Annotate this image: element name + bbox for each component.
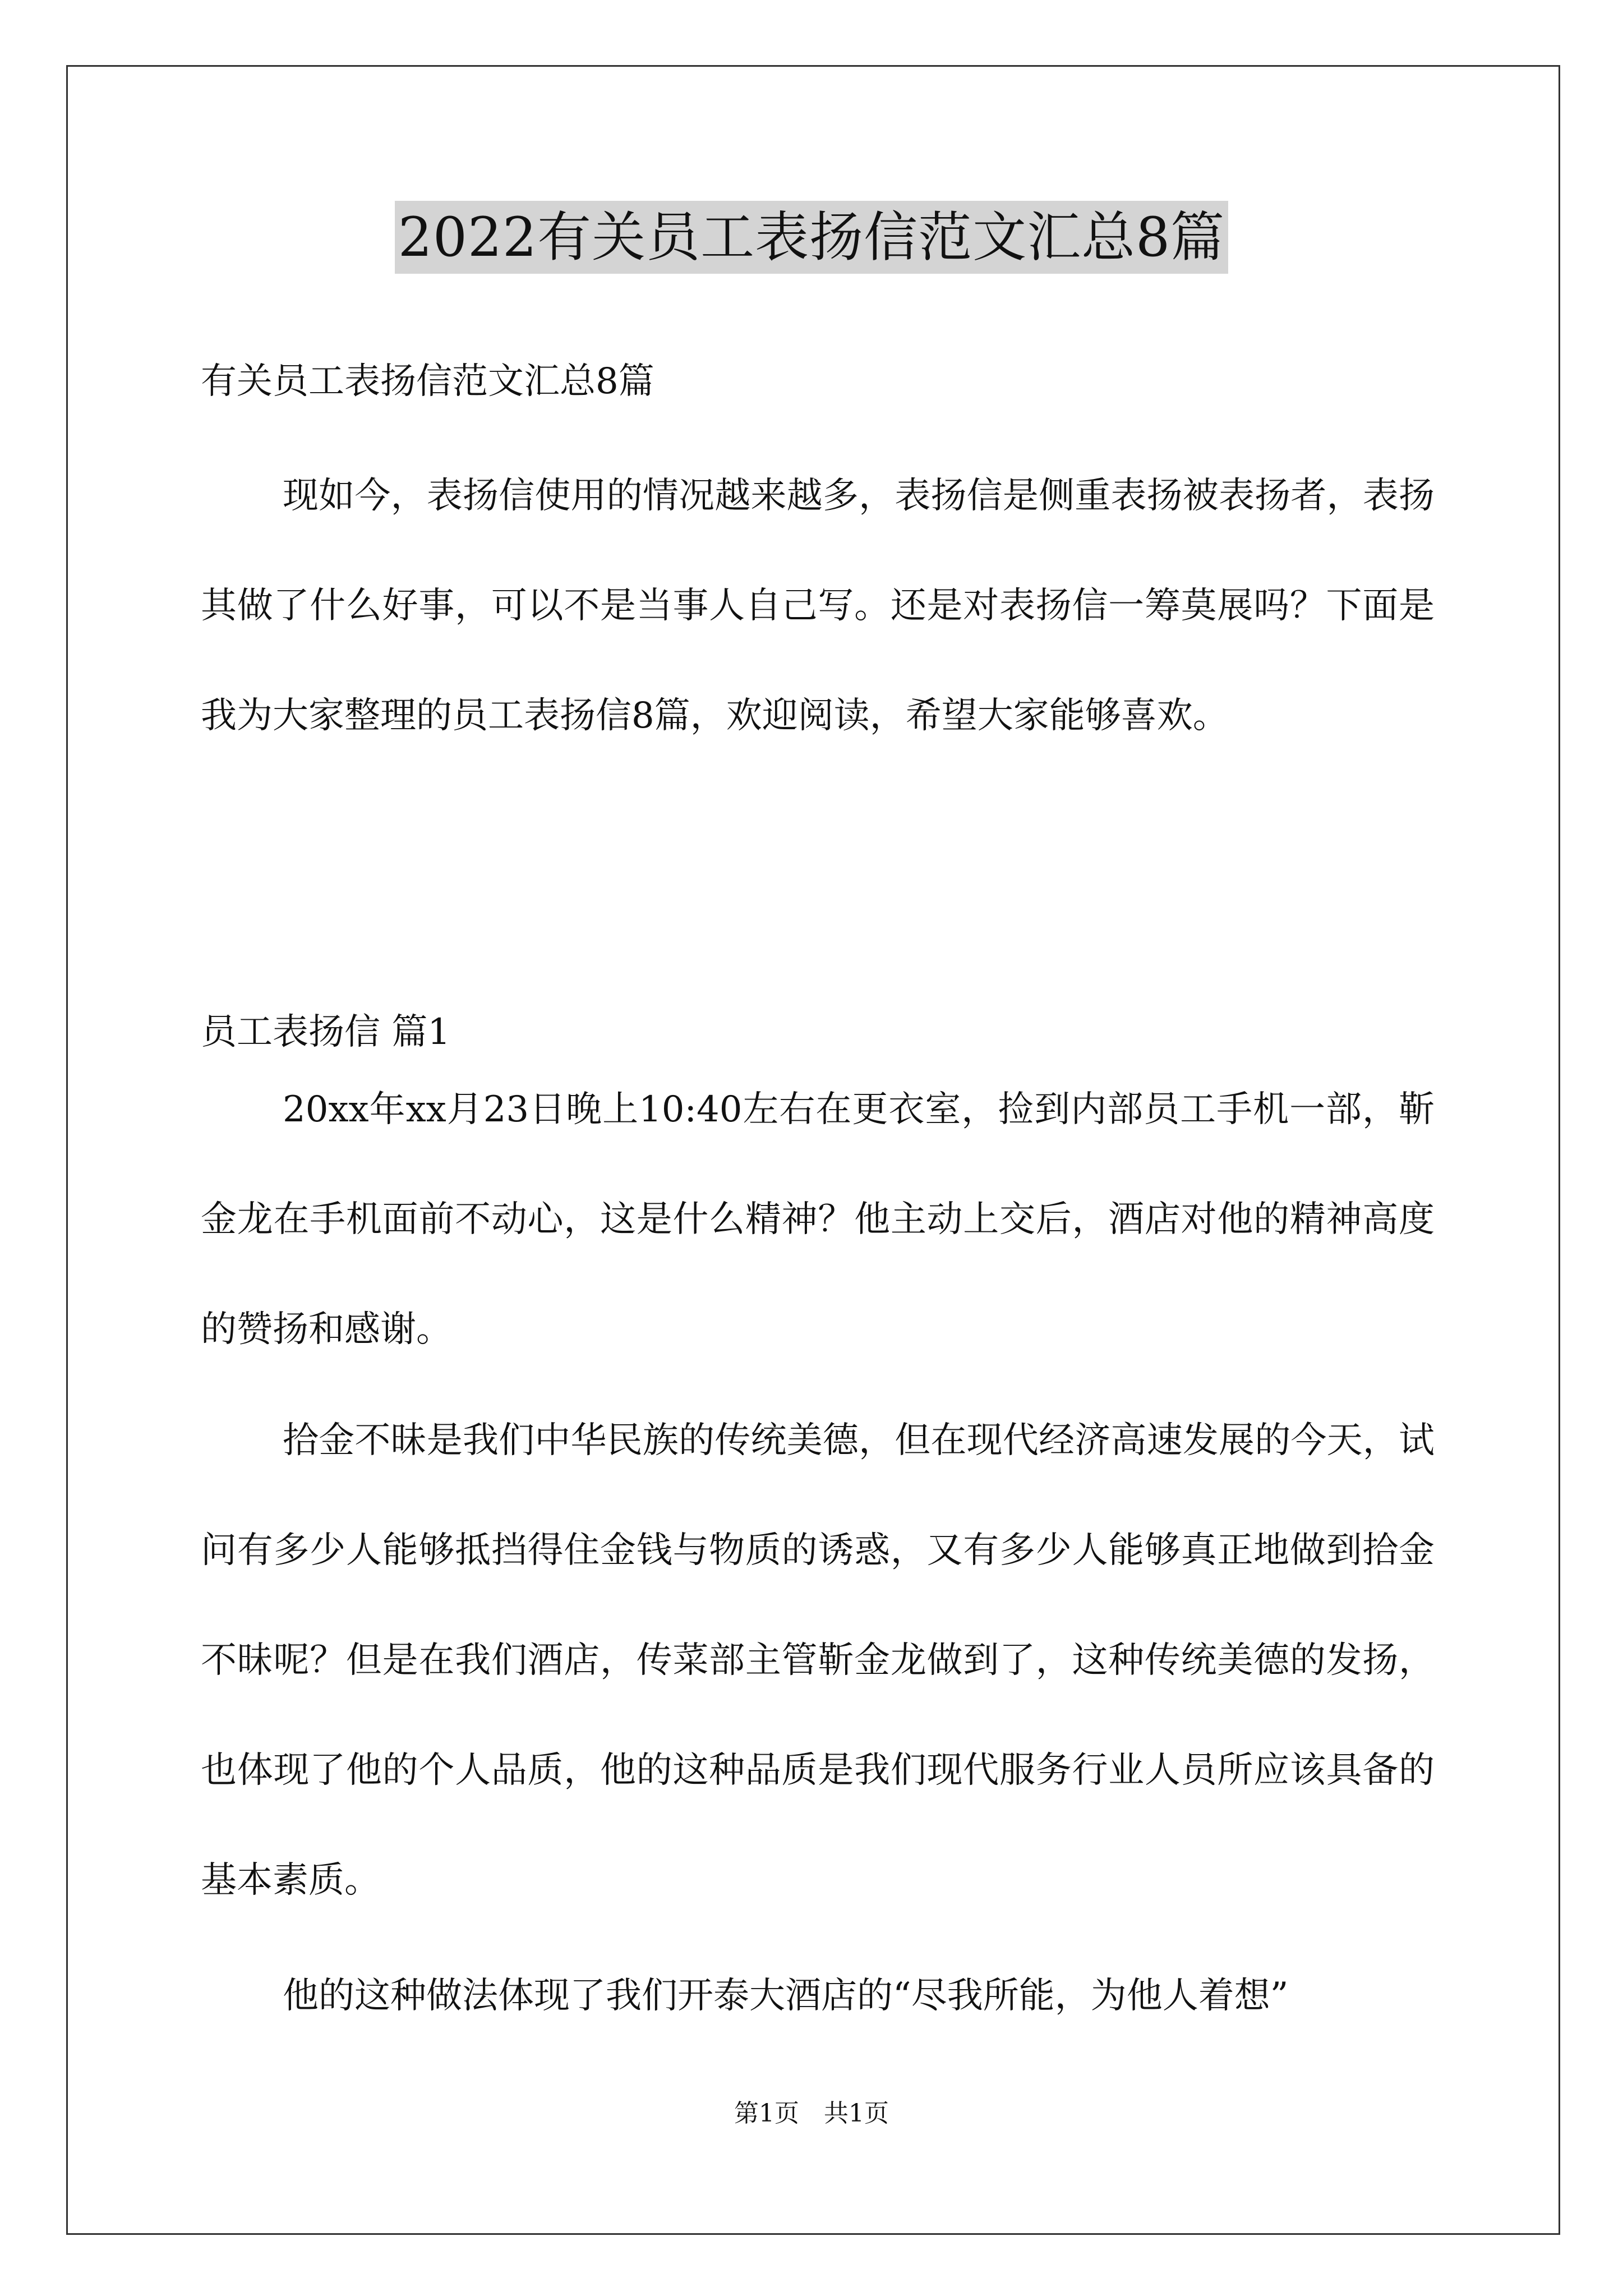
- document-title: 2022有关员工表扬信范文汇总8篇: [395, 201, 1228, 274]
- page-footer: 第1页 共1页: [734, 2099, 889, 2128]
- intro-paragraph: 现如今，表扬信使用的情况越来越多，表扬信是侧重表扬被表扬者，表扬其做了什么好事，可以不是当事人自己写。还是对表扬信一筹莫展吗？下面是我为大家整理的员工表扬信8篇，欢迎阅读，希望大家能够喜欢。: [201, 475, 1435, 737]
- section-heading: 员工表扬信 篇1: [201, 1011, 451, 1053]
- body-paragraph: 他的这种做法体现了我们开泰大酒店的“尽我所能，为他人着想”: [283, 1975, 1289, 2017]
- body-paragraph: 拾金不昧是我们中华民族的传统美德，但在现代经济高速发展的今天，试问有多少人能够抵挡得住金钱与物质的诱惑，又有多少人能够真正地做到拾金不昧呢？但是在我们酒店，传菜部主管靳金龙做到了，这种传统美德的发扬，也体现了他的个人品质，他的这种品质是我们现代服务行业人员所应该具备的基本素质。: [201, 1420, 1435, 1901]
- body-paragraph: 20xx年xx月23日晚上10:40左右在更衣室，捡到内部员工手机一部，靳金龙在手机面前不动心，这是什么精神？他主动上交后，酒店对他的精神高度的赞扬和感谢。: [201, 1089, 1435, 1350]
- title-container: [0, 201, 1623, 274]
- document-subtitle: 有关员工表扬信范文汇总8篇: [201, 361, 654, 402]
